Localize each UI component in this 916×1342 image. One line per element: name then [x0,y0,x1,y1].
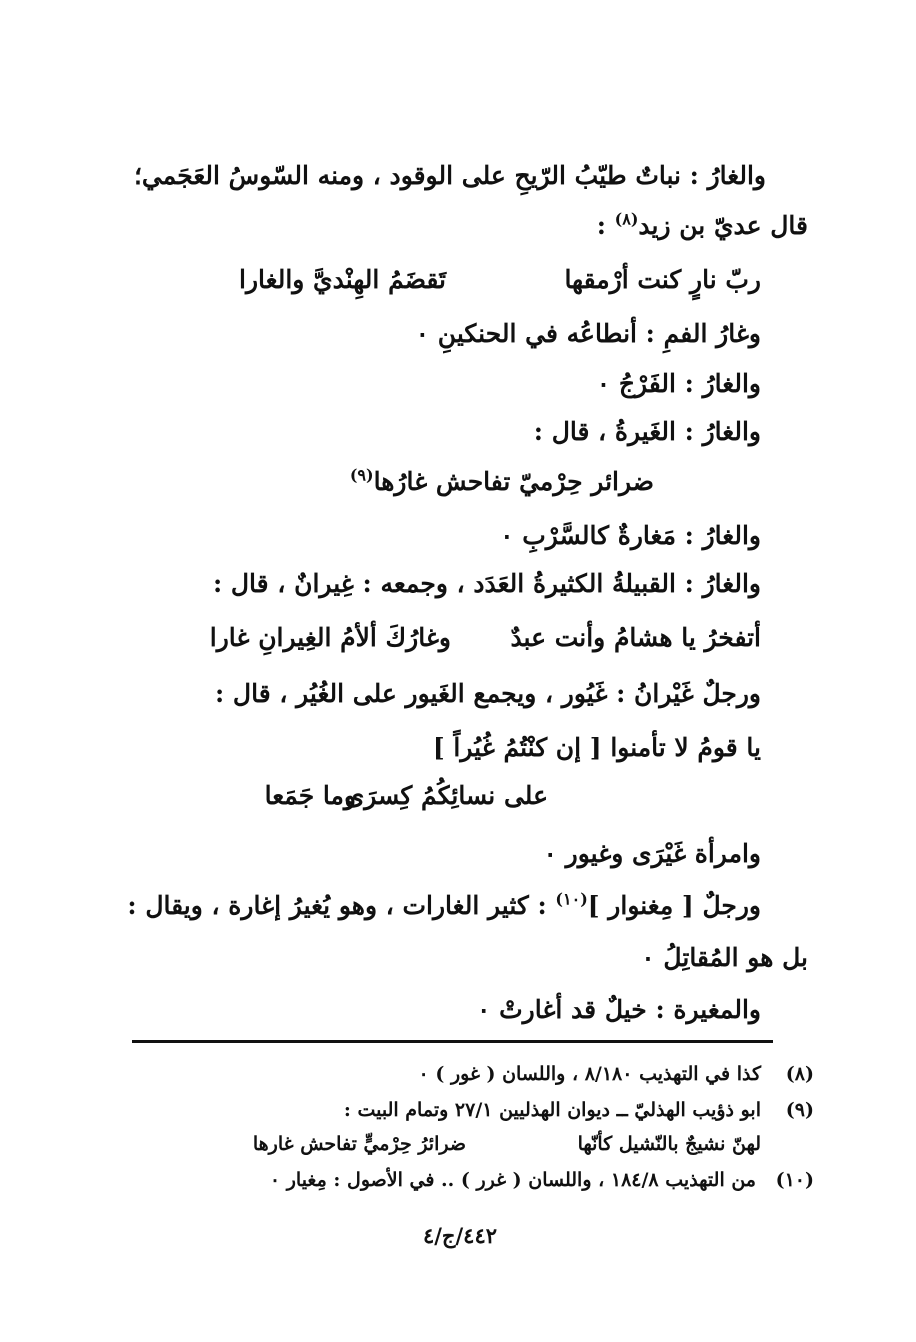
page-number: ٤٤٢/ج/٤ [422,1223,498,1248]
text-line-2 [597,208,808,244]
text-line-2-tail: : [596,211,615,240]
footnote-divider [132,1040,773,1043]
text-line-15-a: ورجلٌ [ مِغنوار ] [587,891,761,920]
text-line-17: والمغيرة : خيلٌ قد أغارتْ ٠ [476,995,761,1024]
footnote-9-verse-right: لهنّ نشيجٌ بالنّشيل كأنّها [577,1133,761,1155]
verse-1-left: تَقضَمُ الهِنْديَّ والغارا [239,265,446,294]
footnote-9-text: ابو ذؤيب الهذليّ ــ ديوان الهذليين ٢٧/١ وتمام البيت : [343,1099,761,1121]
text-line-1: والغارُ : نباتٌ طيّبُ الرّيحِ على الوقود ، ومنه السّوسُ العَجَمي؛ [133,161,766,190]
text-line-5: والغارُ : الفَرْجُ ٠ [596,369,761,398]
text-line-4: وغارُ الفمِ : أنطاعُه في الحنكينِ ٠ [415,319,761,348]
text-line-15-b: : كثير الغارات ، وهو يُغيرُ إغارة ، ويقال : [127,891,556,920]
footnote-8-number: (٨) [785,1063,814,1085]
footnote-8-text: كذا في التهذيب ٨/١٨٠ ، واللسان ( غور ) ٠ [418,1063,761,1085]
text-line-15 [127,888,761,924]
verse-1-right: ربّ نارٍ كنت أرْمقها [564,265,761,294]
verse-2 [350,464,654,500]
footnote-10-number: (١٠) [775,1169,814,1191]
verse-4-second-right: على نسائِكُمُ كِسرَى [344,781,548,810]
text-line-9: والغارُ : القبيلةُ الكثيرةُ العَدَد ، وجمعه : غِيرانٌ ، قال : [212,569,761,598]
verse-4-first: يا قومُ لا تأمنوا [ إن كنْتُمُ غُيُراً ] [432,733,761,762]
verse-3-left: وغارُكَ ألأمُ الغِيرانِ غارا [209,623,451,652]
text-line-8: والغارُ : مَغارةٌ كالسَّرْبِ ٠ [500,521,761,550]
footnote-ref-8[interactable]: (٨) [614,209,639,229]
verse-3-right: أتفخرُ يا هشامُ وأنت عبدٌ [510,623,761,652]
text-line-16: بل هو المُقاتِلُ ٠ [641,943,808,972]
verse-2-text: ضرائر حِرْميّ تفاحش غارُها [373,467,654,496]
text-line-2-main: قال عديّ بن زيد [638,211,808,240]
footnote-9-number: (٩) [785,1099,814,1121]
verse-4-second-left: وما جَمَعا [264,781,356,810]
footnote-10-text: من التهذيب ١٨٤/٨ ، واللسان ( غرر ) .. في الأصول : مِغيار ٠ [269,1169,756,1191]
footnote-ref-9[interactable]: (٩) [349,465,374,485]
text-line-14: وامرأة غَيْرَى وغيور ٠ [543,839,761,868]
footnote-ref-10[interactable]: (١٠) [555,889,588,909]
text-line-11: ورجلٌ غَيْرانُ : غَيُور ، ويجمع الغَيور على الغُيُر ، قال : [215,679,761,708]
text-line-6: والغارُ : الغَيرةُ ، قال : [533,417,761,446]
footnote-9-verse-left: ضرائرُ حِرْميٍّ تفاحش غارها [252,1133,466,1155]
